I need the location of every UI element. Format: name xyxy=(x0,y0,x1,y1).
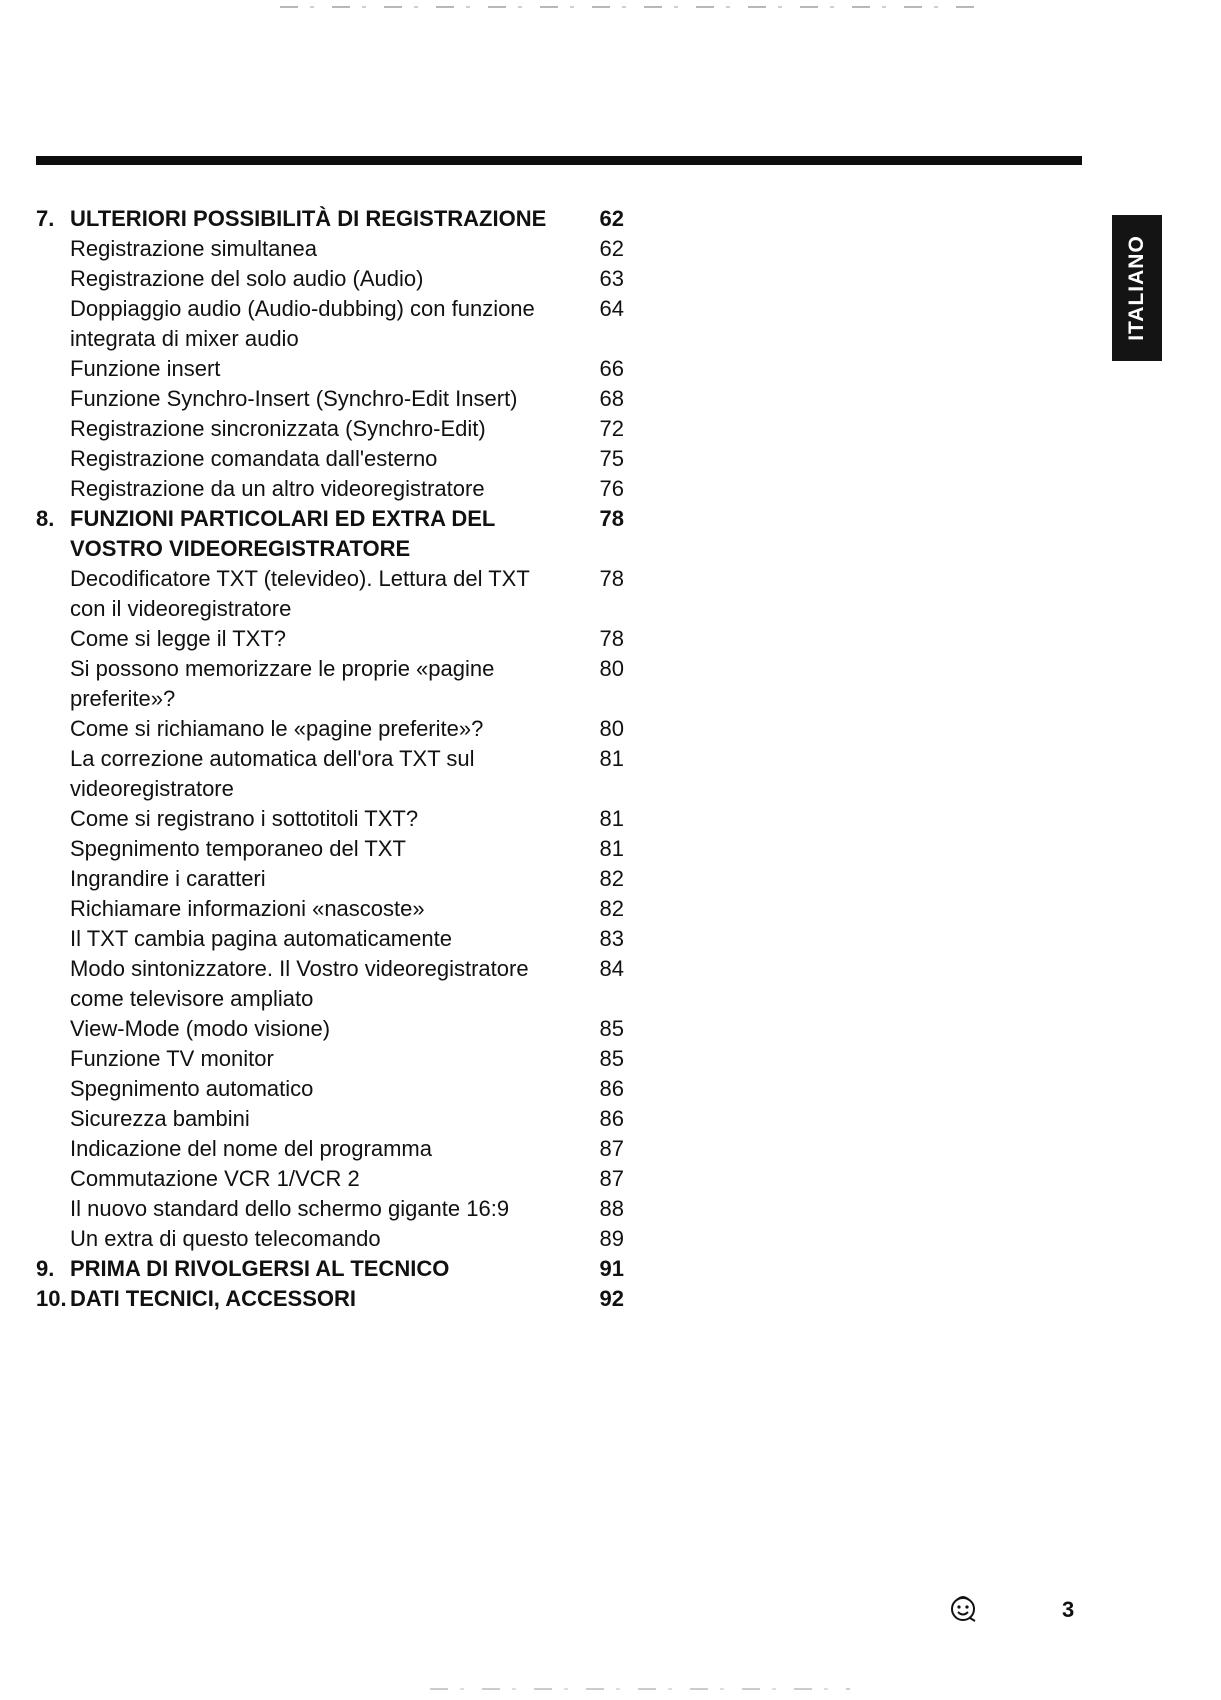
toc-entry-page: 63 xyxy=(599,266,624,291)
toc-entry-title: Registrazione da un altro videoregistratore xyxy=(70,476,485,501)
child-face-icon xyxy=(948,1593,978,1623)
toc-entry-row xyxy=(36,414,624,444)
toc-entry-title: Richiamare informazioni «nascoste» xyxy=(70,896,425,921)
toc-entry-page: 84 xyxy=(599,956,624,981)
toc-entry-title: Spegnimento temporaneo del TXT xyxy=(70,836,406,861)
header-rule xyxy=(36,156,1082,165)
toc-entry-page: 87 xyxy=(599,1166,624,1191)
toc-entry-row xyxy=(36,384,624,414)
toc-entry-page: 78 xyxy=(599,626,624,651)
toc-entry-page: 72 xyxy=(599,416,624,441)
toc-entry-row xyxy=(36,1044,624,1074)
toc-entry-page: 75 xyxy=(599,446,624,471)
toc-entry-page: 80 xyxy=(599,716,624,741)
toc-entry-page: 81 xyxy=(599,806,624,831)
toc-entry-row xyxy=(36,714,624,744)
language-tab-label: ITALIANO xyxy=(1125,235,1149,341)
toc-entry-page: 83 xyxy=(599,926,624,951)
toc-section-row xyxy=(36,1254,624,1284)
toc-entry-row xyxy=(36,804,624,834)
toc-entry-page: 82 xyxy=(599,866,624,891)
toc-entry-title: La correzione automatica dell'ora TXT sul videoregistratore xyxy=(70,746,475,801)
toc-entry-page: 89 xyxy=(599,1226,624,1251)
toc-entry-page: 76 xyxy=(599,476,624,501)
toc-entry-title: PRIMA DI RIVOLGERSI AL TECNICO xyxy=(70,1256,450,1281)
toc-entry-page: 62 xyxy=(599,206,624,231)
toc-entry-row xyxy=(36,1164,624,1194)
toc-entry-title: Commutazione VCR 1/VCR 2 xyxy=(70,1166,360,1191)
toc-entry-row xyxy=(36,1134,624,1164)
toc-entry-title: Registrazione comandata dall'esterno xyxy=(70,446,438,471)
toc-entry-title: ULTERIORI POSSIBILITÀ DI REGISTRAZIONE xyxy=(70,206,547,231)
toc-entry-title: Un extra di questo telecomando xyxy=(70,1226,381,1251)
toc-entry-page: 80 xyxy=(599,656,624,681)
toc-entry-page: 91 xyxy=(599,1256,624,1281)
toc-entry-title: FUNZIONI PARTICOLARI ED EXTRA DEL VOSTRO VIDEOREGISTRATORE xyxy=(70,506,495,561)
toc-entry-number: 7. xyxy=(36,206,55,231)
toc-entry-title: Si possono memorizzare le proprie «pagine preferite»? xyxy=(70,656,495,711)
toc-entry-title: Modo sintonizzatore. Il Vostro videoregistratore come televisore ampliato xyxy=(70,956,529,1011)
toc-entry-row xyxy=(36,624,624,654)
toc-entry-row xyxy=(36,444,624,474)
toc-entry-number: 8. xyxy=(36,506,55,531)
toc-entry-title: Registrazione sincronizzata (Synchro-Edit) xyxy=(70,416,486,441)
toc-entry-title: DATI TECNICI, ACCESSORI xyxy=(70,1286,357,1311)
toc-entry-row xyxy=(36,234,624,264)
toc-entry-row xyxy=(36,264,624,294)
toc-entry-title: Come si legge il TXT? xyxy=(70,626,287,651)
toc-entry-title: Registrazione simultanea xyxy=(70,236,318,261)
toc-entry-page: 82 xyxy=(599,896,624,921)
toc-entry-title: View-Mode (modo visione) xyxy=(70,1016,331,1041)
toc-entry-row xyxy=(36,354,624,384)
toc-entry-page: 78 xyxy=(599,506,624,531)
toc-entry-title: Doppiaggio audio (Audio-dubbing) con funzione integrata di mixer audio xyxy=(70,296,535,351)
page-number: 3 xyxy=(1062,1597,1075,1622)
toc-entry-title: Sicurezza bambini xyxy=(70,1106,250,1131)
language-tab xyxy=(1112,215,1162,361)
toc-entry-title: Funzione Synchro-Insert (Synchro-Edit Insert) xyxy=(70,386,518,411)
toc-entry-row xyxy=(36,954,624,1014)
toc-entry-title: Registrazione del solo audio (Audio) xyxy=(70,266,424,291)
toc-entry-row xyxy=(36,474,624,504)
toc-entry-title: Come si richiamano le «pagine preferite»? xyxy=(70,716,484,741)
toc-entry-page: 78 xyxy=(599,566,624,591)
toc-entry-row xyxy=(36,1104,624,1134)
toc-entry-page: 81 xyxy=(599,836,624,861)
toc-entry-row xyxy=(36,924,624,954)
toc-entry-row xyxy=(36,834,624,864)
toc-section-row xyxy=(36,204,624,234)
toc-entry-page: 85 xyxy=(599,1016,624,1041)
toc-entry-row xyxy=(36,1014,624,1044)
toc-entry-row xyxy=(36,654,624,714)
toc-entry-title: Indicazione del nome del programma xyxy=(70,1136,432,1161)
toc-entry-title: Il nuovo standard dello schermo gigante 16:9 xyxy=(70,1196,510,1221)
toc-entry-page: 85 xyxy=(599,1046,624,1071)
toc-entry-row xyxy=(36,864,624,894)
toc-entry-title: Come si registrano i sottotitoli TXT? xyxy=(70,806,419,831)
toc-entry-title: Decodificatore TXT (televideo). Lettura del TXT con il videoregistratore xyxy=(70,566,530,621)
toc-entry-title: Spegnimento automatico xyxy=(70,1076,314,1101)
toc-entry-number: 9. xyxy=(36,1256,55,1281)
toc-entry-row xyxy=(36,744,624,804)
toc-entry-row xyxy=(36,294,624,354)
toc-entry-row xyxy=(36,894,624,924)
toc-entry-row xyxy=(36,1224,624,1254)
toc-entry-number: 10. xyxy=(36,1286,67,1311)
toc-entry-page: 64 xyxy=(599,296,624,321)
toc-entry-page: 88 xyxy=(599,1196,624,1221)
toc-entry-row xyxy=(36,1074,624,1104)
toc-entry-page: 87 xyxy=(599,1136,624,1161)
toc-entry-page: 68 xyxy=(599,386,624,411)
table-of-contents xyxy=(36,204,624,1314)
toc-entry-page: 66 xyxy=(599,356,624,381)
toc-entry-title: Ingrandire i caratteri xyxy=(70,866,266,891)
toc-entry-page: 62 xyxy=(599,236,624,261)
scan-artifact-bottom xyxy=(430,1688,850,1690)
scan-artifact-top xyxy=(280,6,980,8)
toc-section-row xyxy=(36,1284,624,1314)
toc-entry-title: Funzione insert xyxy=(70,356,221,381)
toc-entry-title: Funzione TV monitor xyxy=(70,1046,274,1071)
toc-entry-title: Il TXT cambia pagina automaticamente xyxy=(70,926,452,951)
toc-entry-row xyxy=(36,564,624,624)
toc-entry-page: 81 xyxy=(599,746,624,771)
toc-entry-page: 86 xyxy=(599,1076,624,1101)
toc-entry-row xyxy=(36,1194,624,1224)
toc-section-row xyxy=(36,504,624,564)
toc-entry-page: 86 xyxy=(599,1106,624,1131)
toc-entry-page: 92 xyxy=(599,1286,624,1311)
